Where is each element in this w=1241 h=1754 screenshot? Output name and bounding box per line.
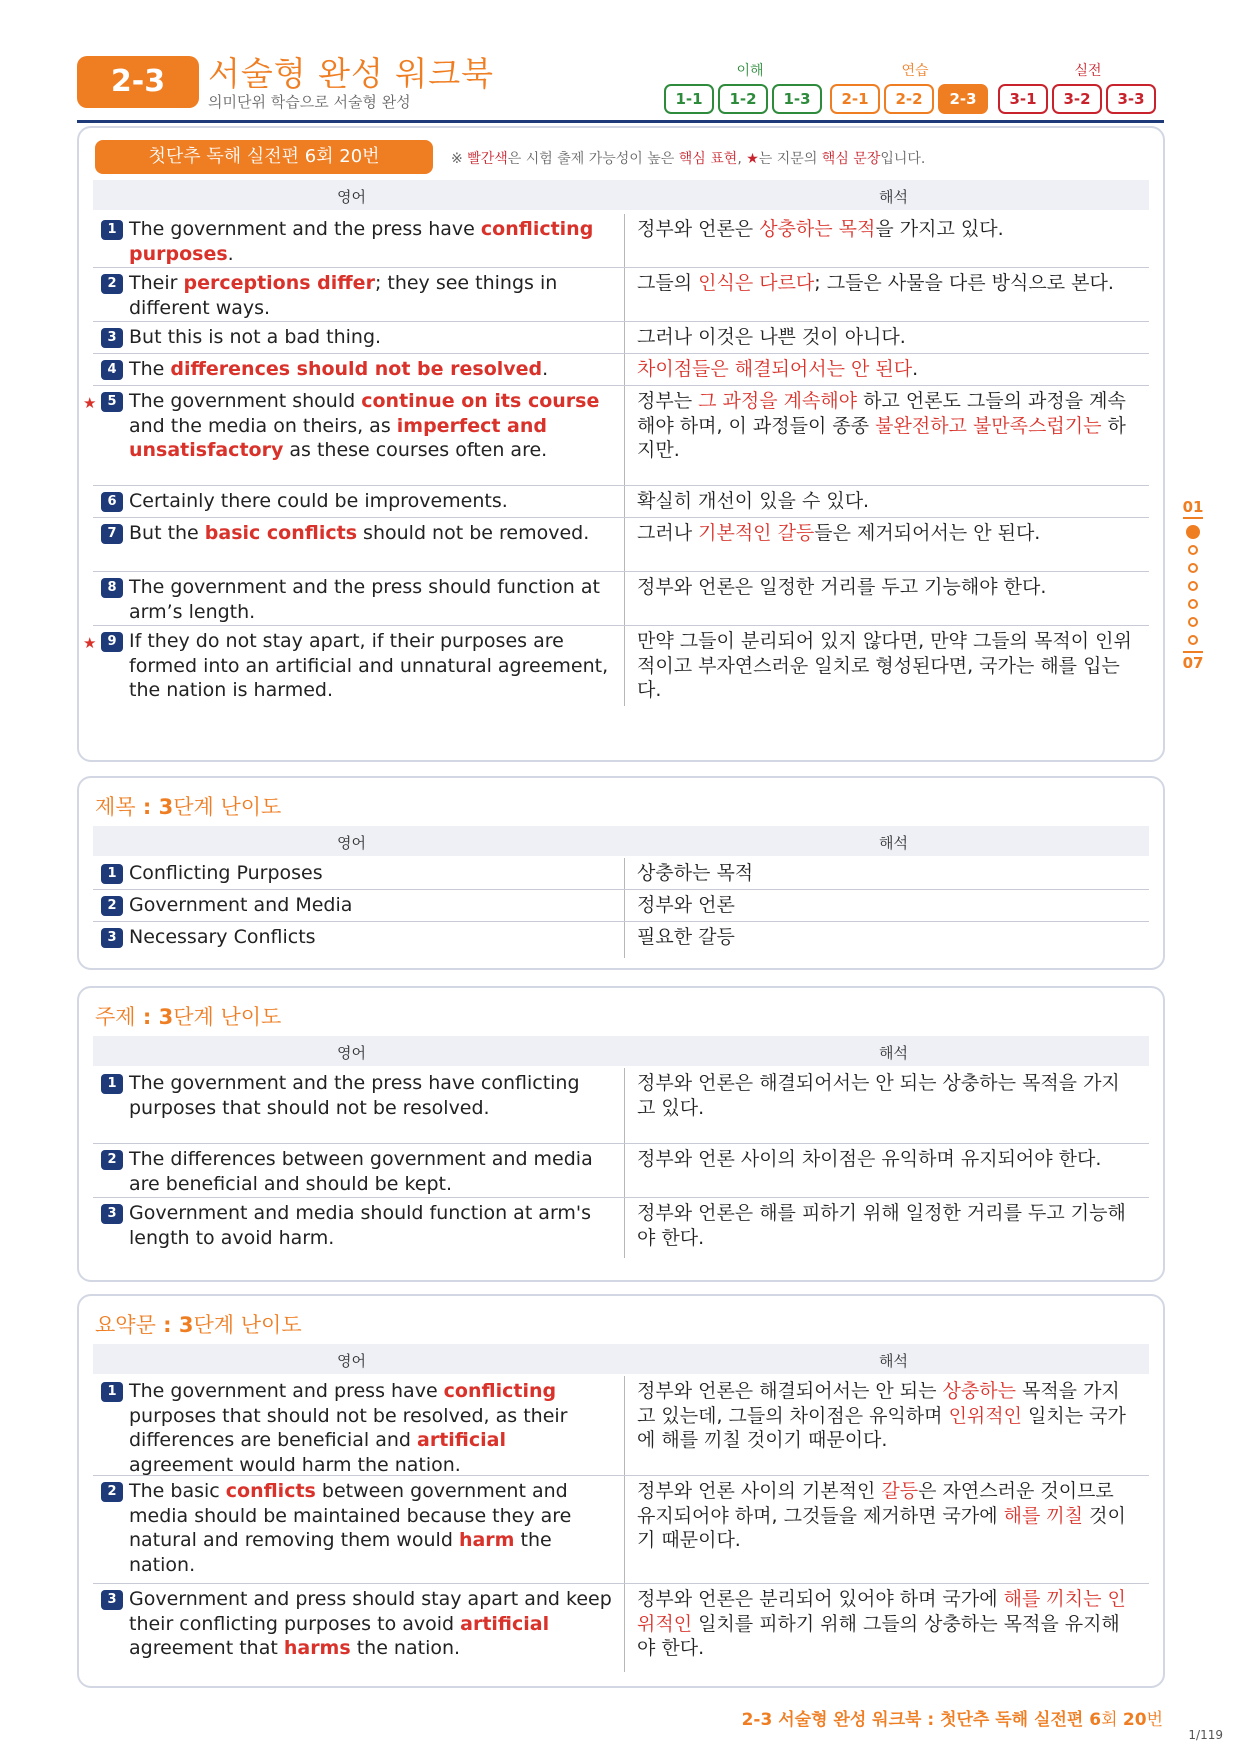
korean-text: 정부와 언론은 해를 피하기 위해 일정한 거리를 두고 기능해야 한다.	[637, 1202, 1126, 1249]
korean-text: 정부와 언론은 해결되어서는 안 되는 상충하는 목적을 가지고 있다.	[637, 1072, 1120, 1119]
sentence-row	[93, 322, 1149, 354]
key-expression: 해를 끼칠	[1003, 1504, 1084, 1527]
sentence-number: 1	[101, 1382, 123, 1402]
korean-text: 그러나 기본적인 갈등들은 제거되어서는 안 된다.	[637, 522, 1041, 544]
column-divider	[624, 354, 625, 386]
column-divider	[624, 858, 625, 890]
source-pill	[95, 140, 433, 174]
source-label: 첫단추 독해 실전편 6회 20번	[148, 146, 380, 167]
korean-text: 차이점들은 해결되어서는 안 된다.	[637, 358, 919, 380]
korean-text: 정부와 언론은 일정한 거리를 두고 기능해야 한다.	[637, 576, 1047, 598]
sentence-row	[83, 626, 1149, 706]
note-key1: 핵심 표현	[678, 151, 738, 167]
legend-note	[451, 148, 925, 168]
col-korean: 해석	[879, 1352, 908, 1370]
korean-text: 정부와 언론	[637, 894, 735, 916]
passage-table	[83, 214, 1149, 754]
table-header	[93, 180, 1149, 210]
col-korean: 해석	[879, 188, 908, 206]
english-text: Their perceptions differ; they see things in different ways.	[129, 272, 558, 319]
sentence-number: 1	[101, 1074, 123, 1094]
footer-end: 번	[1146, 1710, 1163, 1730]
key-expression: 그 과정을 계속해야	[698, 390, 858, 412]
theme-table	[93, 1068, 1149, 1274]
key-expression: 상충하는 목적	[759, 218, 876, 240]
key-expression: 상충하는	[942, 1380, 1016, 1402]
title-table	[93, 858, 1149, 962]
title-section-level-num: 3	[158, 795, 174, 819]
column-divider	[624, 386, 625, 486]
english-text: Certainly there could be improvements.	[129, 490, 508, 512]
sentence-row	[93, 268, 1149, 322]
column-divider	[624, 1144, 625, 1198]
english-text: But the basic conflicts should not be removed.	[129, 522, 590, 544]
english-text: If they do not stay apart, if their purposes are formed into an artificial and unnatural agreement, the nation is harmed.	[129, 630, 609, 701]
sentence-row	[93, 1068, 1149, 1144]
step-1-3[interactable]: 1-3	[772, 84, 822, 114]
footer-source	[742, 1705, 1163, 1730]
korean-text: 정부와 언론은 분리되어 있어야 하며 국가에 해를 끼치는 인위적인 일치를 피하기 위해 그들의 상충하는 목적을 유지해야 한다.	[637, 1588, 1126, 1659]
key-expression: perceptions differ	[183, 272, 375, 294]
page-title: 서술형 완성 워크북	[208, 54, 495, 93]
summary-section-level-num: 3	[178, 1313, 194, 1337]
star-icon: ★	[83, 394, 97, 412]
footer-pre: 2-3 서술형 완성 워크북 : 첫단추 독해 실전편	[741, 1710, 1090, 1730]
star-icon: ★	[746, 151, 759, 167]
sentence-row	[93, 354, 1149, 386]
theme-section-label: 주제	[95, 1005, 136, 1029]
korean-text: 그러나 이것은 나쁜 것이 아니다.	[637, 326, 906, 348]
column-divider	[624, 890, 625, 922]
note-end: 입니다.	[880, 151, 926, 167]
sentence-row	[93, 922, 1149, 958]
sentence-number: 1	[101, 220, 123, 240]
page-subtitle: 의미단위 학습으로 서술형 완성	[208, 93, 411, 111]
key-expression: continue on its course	[361, 390, 600, 412]
side-start: 01	[1182, 498, 1204, 516]
step-3-1[interactable]: 3-1	[998, 84, 1048, 114]
side-dot-icon	[1188, 545, 1198, 555]
title-section-label: 제목	[95, 795, 136, 819]
side-progress	[1176, 498, 1210, 672]
key-expression: basic conflicts	[204, 522, 358, 544]
key-expression: conflicting	[443, 1380, 557, 1402]
sentence-row	[93, 518, 1149, 572]
key-expression: 해를 끼치는 인위적인	[637, 1588, 1126, 1635]
korean-text: 정부는 그 과정을 계속해야 하고 언론도 그들의 과정을 계속해야 하며, 이 과정들이 종종 불완전하고 불만족스럽기는 하지만.	[637, 390, 1126, 461]
sentence-row	[93, 1376, 1149, 1476]
sentence-number: 6	[101, 492, 123, 512]
column-divider	[624, 518, 625, 572]
summary-section-sep: :	[155, 1313, 179, 1337]
sentence-number: 3	[101, 1590, 123, 1610]
key-expression: conflicts	[225, 1480, 316, 1502]
key-expression: differences should not be resolved	[170, 358, 543, 380]
english-text: The basic conflicts between government and media should be maintained because they are natural and removing them would harm the nation.	[129, 1480, 572, 1576]
key-expression: artificial	[460, 1612, 550, 1635]
footer-mid: 회	[1101, 1710, 1123, 1730]
side-dot-icon	[1188, 563, 1198, 573]
note-key2: 핵심 문장	[821, 151, 881, 167]
english-text: The government and the press should function at arm’s length.	[129, 576, 600, 623]
side-dot-icon	[1188, 581, 1198, 591]
sentence-number: 7	[101, 524, 123, 544]
english-text: Government and media should function at arm's length to avoid harm.	[129, 1202, 592, 1249]
col-korean: 해석	[879, 834, 908, 852]
title-section-level-txt: 단계 난이도	[173, 795, 282, 819]
side-dot-active-icon	[1186, 525, 1200, 539]
sentence-number: 9	[101, 632, 123, 652]
sentence-row	[83, 386, 1149, 486]
step-3-3[interactable]: 3-3	[1106, 84, 1156, 114]
sentence-row	[93, 1584, 1149, 1672]
sentence-row	[93, 890, 1149, 922]
col-english: 영어	[337, 1352, 366, 1370]
sentence-row	[93, 214, 1149, 268]
page-number: 1/119	[1188, 1728, 1223, 1742]
column-divider	[624, 922, 625, 958]
sentence-row	[93, 486, 1149, 518]
korean-text: 그들의 인식은 다르다; 그들은 사물을 다른 방식으로 본다.	[637, 272, 1114, 294]
group-label-understand: 이해	[736, 63, 764, 79]
note-mid3: 는 지문의	[758, 151, 822, 167]
sentence-row	[93, 1144, 1149, 1198]
korean-text: 필요한 갈등	[637, 926, 735, 948]
english-text: Conflicting Purposes	[129, 862, 323, 884]
english-text: But this is not a bad thing.	[129, 326, 382, 348]
key-expression: harms	[283, 1637, 351, 1659]
star-icon: ★	[83, 634, 97, 652]
title-table-header	[93, 826, 1149, 856]
sentence-number: 5	[101, 392, 123, 412]
step-1-2[interactable]: 1-2	[718, 84, 768, 114]
summary-section-heading	[95, 1309, 302, 1339]
key-expression: imperfect and unsatisfactory	[129, 414, 547, 461]
side-line-bottom	[1183, 651, 1203, 653]
sentence-row	[93, 1198, 1149, 1258]
english-text: The government should continue on its course and the media on theirs, as imperfect and unsatisfactory as these courses often are.	[129, 390, 600, 461]
sentence-number: 2	[101, 1150, 123, 1170]
header-divider	[77, 120, 1164, 123]
theme-section-level-txt: 단계 난이도	[173, 1005, 282, 1029]
korean-text: 정부와 언론은 상충하는 목적을 가지고 있다.	[637, 218, 1004, 240]
group-label-practice: 연습	[901, 63, 929, 79]
theme-section-sep: :	[135, 1005, 159, 1029]
theme-section-level-num: 3	[158, 1005, 174, 1029]
sentence-row	[93, 1476, 1149, 1584]
key-expression: 불완전하고 불만족스럽기는	[875, 414, 1102, 437]
note-red-word: 빨간색	[467, 151, 508, 167]
note-mid2: ,	[737, 151, 747, 167]
english-text: Necessary Conflicts	[129, 926, 316, 948]
theme-box	[77, 986, 1165, 1282]
summary-section-label: 요약문	[95, 1313, 156, 1337]
note-pre: ※	[451, 151, 468, 167]
key-expression: 인식은 다르다	[698, 272, 815, 294]
side-line-top	[1183, 517, 1203, 519]
group-label-real: 실전	[1074, 63, 1102, 79]
summary-box	[77, 1294, 1165, 1688]
column-divider	[624, 214, 625, 268]
column-divider	[624, 626, 625, 706]
title-section-sep: :	[135, 795, 159, 819]
english-text: The government and the press have conflicting purposes that should not be resolved.	[129, 1072, 580, 1119]
english-text: The differences between government and media are beneficial and should be kept.	[129, 1148, 593, 1195]
summary-section-level-txt: 단계 난이도	[193, 1313, 302, 1337]
col-english: 영어	[337, 834, 366, 852]
sentence-number: 3	[101, 328, 123, 348]
column-divider	[624, 1198, 625, 1258]
col-korean: 해석	[879, 1044, 908, 1062]
summary-table-header	[93, 1344, 1149, 1374]
column-divider	[624, 1476, 625, 1584]
key-expression: 갈등	[881, 1480, 919, 1502]
step-3-2[interactable]: 3-2	[1052, 84, 1102, 114]
korean-text: 정부와 언론 사이의 기본적인 갈등은 자연스러운 것이므로 유지되어야 하며, 그것들을 제거하면 국가에 해를 끼칠 것이기 때문이다.	[637, 1480, 1126, 1551]
key-expression: 인위적인	[948, 1404, 1022, 1427]
col-english: 영어	[337, 188, 366, 206]
side-end: 07	[1182, 654, 1204, 672]
column-divider	[624, 268, 625, 322]
step-2-2[interactable]: 2-2	[884, 84, 934, 114]
title-box	[77, 776, 1165, 970]
sentence-row	[93, 858, 1149, 890]
column-divider	[624, 1584, 625, 1672]
column-divider	[624, 486, 625, 518]
sentence-number: 4	[101, 360, 123, 380]
korean-text: 확실히 개선이 있을 수 있다.	[637, 490, 870, 512]
summary-table	[93, 1376, 1149, 1682]
korean-text: 상충하는 목적	[637, 862, 754, 884]
sentence-row	[93, 572, 1149, 626]
english-text: The differences should not be resolved.	[129, 358, 549, 380]
step-2-3-active[interactable]: 2-3	[938, 84, 988, 114]
footer-n1: 6	[1089, 1710, 1102, 1730]
column-divider	[624, 322, 625, 354]
title-section-heading	[95, 791, 281, 821]
side-dot-icon	[1188, 635, 1198, 645]
theme-table-header	[93, 1036, 1149, 1066]
theme-section-heading	[95, 1001, 281, 1031]
column-divider	[624, 572, 625, 626]
footer-n2: 20	[1122, 1710, 1147, 1730]
sentence-number: 3	[101, 928, 123, 948]
unit-badge: 2-3	[77, 56, 199, 108]
sentence-number: 1	[101, 864, 123, 884]
key-expression: conflicting purposes	[129, 218, 594, 265]
step-1-1[interactable]: 1-1	[664, 84, 714, 114]
column-divider	[624, 1376, 625, 1476]
english-text: The government and press have conflicting purposes that should not be resolved, as their differences are beneficial and artificial agreement would harm the nation.	[129, 1380, 568, 1476]
korean-text: 정부와 언론은 해결되어서는 안 되는 상충하는 목적을 가지고 있는데, 그들의 차이점은 유익하며 인위적인 일치는 국가에 해를 끼칠 것이기 때문이다.	[637, 1380, 1126, 1451]
sentence-number: 3	[101, 1204, 123, 1224]
key-expression: 기본적인 갈등	[698, 522, 815, 544]
english-text: Government and press should stay apart and keep their conflicting purposes to avoid artificial agreement that harms the nation.	[129, 1588, 612, 1659]
sentence-number: 2	[101, 1482, 123, 1502]
english-text: The government and the press have conflicting purposes.	[129, 218, 594, 265]
sentence-number: 2	[101, 274, 123, 294]
side-dot-icon	[1188, 599, 1198, 609]
side-dot-icon	[1188, 617, 1198, 627]
key-expression: harm	[458, 1529, 515, 1551]
korean-text: 만약 그들이 분리되어 있지 않다면, 만약 그들의 목적이 인위적이고 부자연스러운 일치로 형성된다면, 국가는 해를 입는다.	[637, 630, 1132, 701]
sentence-number: 2	[101, 896, 123, 916]
column-divider	[624, 1068, 625, 1144]
step-2-1[interactable]: 2-1	[830, 84, 880, 114]
note-mid1: 은 시험 출제 가능성이 높은	[507, 151, 679, 167]
key-expression: artificial	[417, 1429, 506, 1451]
col-english: 영어	[337, 1044, 366, 1062]
key-expression: 차이점들은 해결되어서는 안 된다	[637, 358, 913, 380]
korean-text: 정부와 언론 사이의 차이점은 유익하며 유지되어야 한다.	[637, 1148, 1102, 1170]
sentence-number: 8	[101, 578, 123, 598]
english-text: Government and Media	[129, 894, 353, 916]
passage-box	[77, 126, 1165, 762]
